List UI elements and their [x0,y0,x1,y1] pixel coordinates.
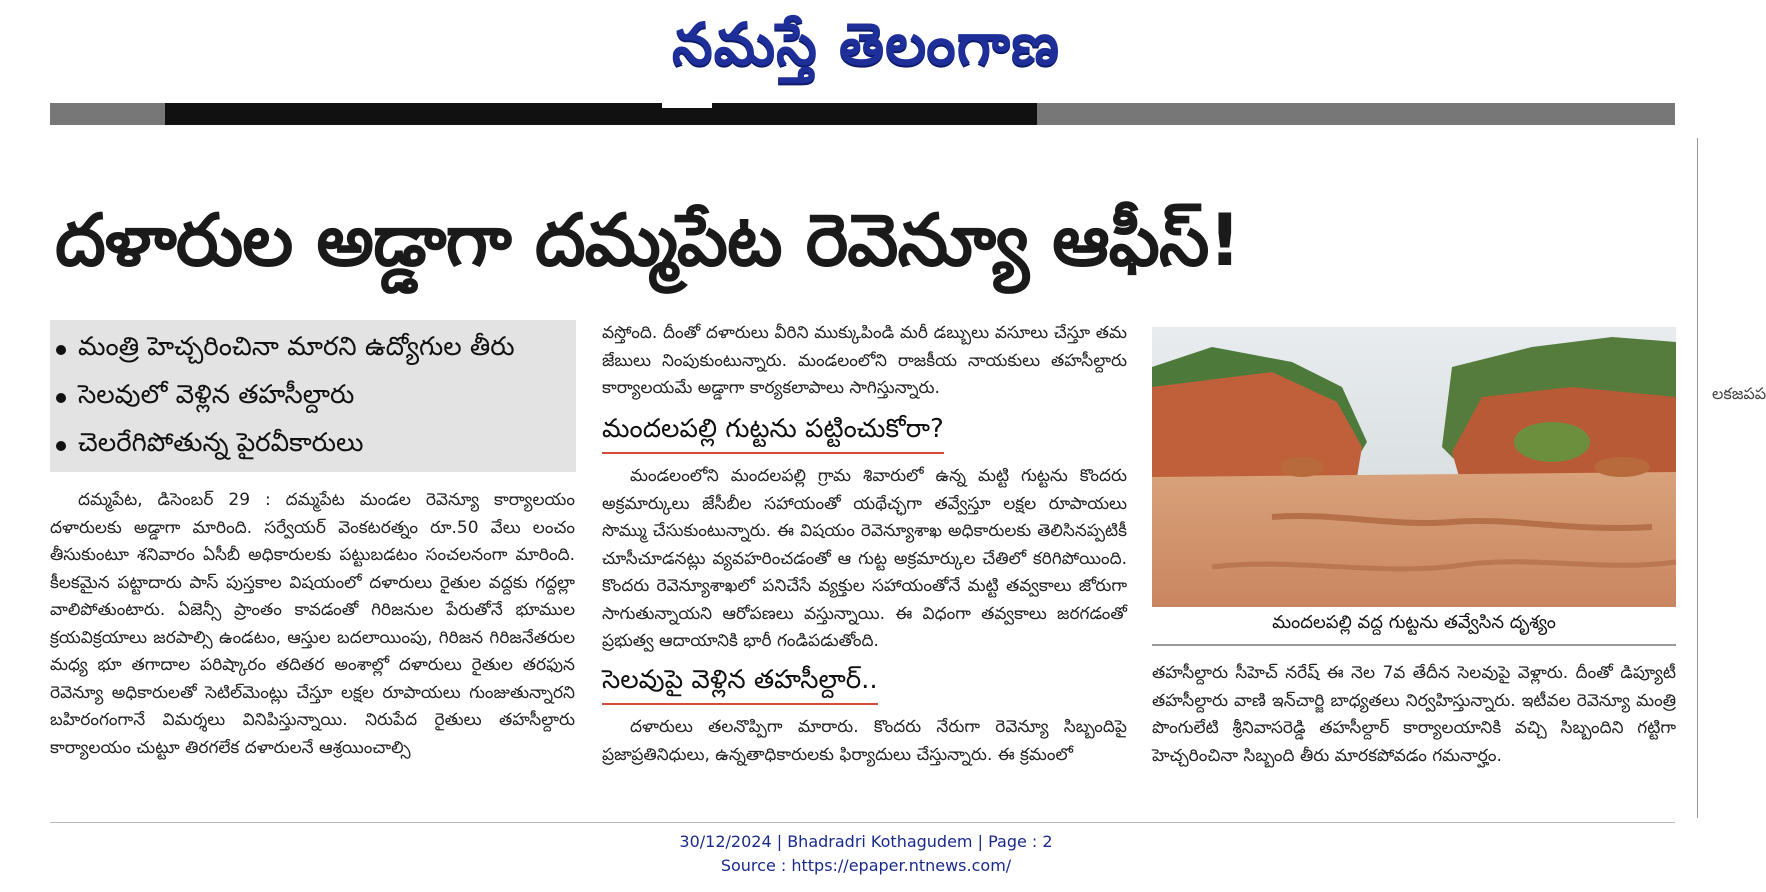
footer [0,830,1732,890]
header-band-dark [165,103,1037,125]
article-paragraph: మండలంలోని మందలపల్లి గ్రామ శివారులో ఉన్న మట్టి గుట్టను కొందరు అక్రమార్కులు జేసీబీల సహాయంతో యథేచ్ఛగా తవ్వేస్తూ లక్షల రూపాయలు సొమ్ము చేసుకుంటున్నారు. ఈ విషయం రెవెన్యూశాఖ అధికారులకు తెలిసినప్పటికీ చూసీచూడనట్లు వ్యవహరించడంతో ఆ గుట్ట అక్రమార్కుల చేతిలో కరిగిపోయింది. కొందరు రెవెన్యూశాఖలో పనిచేసే వ్యక్తుల సహాయంతోనే మట్టి తవ్వకాలు జోరుగా సాగుతున్నాయని ఆరోపణలు వస్తున్నాయి. ఈ విధంగా తవ్వకాలు జరగడంతో ప్రభుత్వ ఆదాయానికి భారీ గండిపడుతోంది. [602,466,1127,651]
article-column-3 [1152,660,1676,785]
highlight-item [50,422,576,470]
subheading: సెలవుపై వెళ్లిన తహసీల్దార్‌.. [602,665,878,705]
article-column-1 [50,487,575,812]
article-column-2-body [602,714,1127,812]
column-divider [1697,138,1698,818]
headline: దళారుల అడ్డాగా దమ్మపేట రెవెన్యూ ఆఫీస్‌! [55,198,1241,282]
bottom-divider [50,822,1675,823]
adjacent-article-edge: లకజపప [1712,384,1766,403]
highlight-text: సెలవులో వెళ్లిన తహసీల్దారు [78,380,355,410]
header-band-notch [662,98,712,108]
highlight-text: చెలరేగిపోతున్న పైరవీకారులు [78,428,364,458]
bullet-icon [56,441,66,451]
highlight-item [50,326,576,374]
article-paragraph: దళారులు తలనొప్పిగా మారారు. కొందరు నేరుగా రెవెన్యూ సిబ్బందిపై ప్రజాప్రతినిధులు, ఉన్నతాధికారులకు ఫిర్యాదులు చేస్తున్నారు. ఈ క్రమంలో [602,717,1127,765]
highlight-text: మంత్రి హెచ్చరించినా మారని ఉద్యోగుల తీరు [78,332,515,362]
highlights-box [50,320,576,472]
footer-date-page: 30/12/2024 | Bhadradri Kothagudem | Page : 2 [679,832,1053,851]
article-column-2-intro [602,320,1127,410]
news-photo [1152,327,1676,607]
article-paragraph: దమ్మపేట, డిసెంబర్‌ 29 : దమ్మపేట మండల రెవెన్యూ కార్యాలయం దళారులకు అడ్డాగా మారింది. సర్వేయర్‌ వెంకటరత్నం రూ.50 వేలు లంచం తీసుకుంటూ శనివారం ఏసీబీ అధికారులకు పట్టుబడటం సంచలనంగా మారింది. కీలకమైన పట్టాదారు పాస్‌ పుస్తకాల విషయంలో దళారులు రైతుల వద్దకు గద్దల్లా వాలిపోతుంటారు. ఏజెన్సీ ప్రాంతం కావడంతో గిరిజనుల పేరుతోనే భూముల క్రయవిక్రయాలు జరపాల్సి ఉండటం, ఆస్తుల బదలాయింపు, గిరిజన గిరిజనేతరుల మధ్య భూ తగాదాల పరిష్కారం తదితర అంశాల్లో దళారులు రైతుల తరఫున రెవెన్యూ అధికారులతో సెటిల్‌మెంట్లు చేస్తూ లక్షల రూపాయలు గుంజుతున్నారని బహిరంగంగానే విమర్శలు వినిపిస్తున్నాయి. నిరుపేద రైతులు తహసీల్దారు కార్యాలయం చుట్టూ తిరగలేక దళారులనే ఆశ్రయించాల్సి [50,490,575,758]
bullet-icon [56,393,66,403]
masthead-logo: నమస్తే తెలంగాణ [672,10,1060,78]
footer-source-link[interactable]: Source : https://epaper.ntnews.com/ [720,856,1012,875]
photo-caption: మందలపల్లి వద్ద గుట్టను తవ్వేసిన దృశ్యం [1152,612,1676,646]
bullet-icon [56,345,66,355]
masthead [0,0,1732,92]
article-column-2-body [602,463,1127,663]
subheading: మందలపల్లి గుట్టను పట్టించుకోరా? [602,414,944,454]
article-paragraph: తహసీల్దారు సీహెచ్‌ నరేష్‌ ఈ నెల 7వ తేదీన సెలవుపై వెళ్లారు. దీంతో డిప్యూటీ తహసీల్దారు వాణి ఇన్‌చార్జి బాధ్యతలు నిర్వహిస్తున్నారు. ఇటీవల రెవెన్యూ మంత్రి పొంగులేటి శ్రీనివాసరెడ్డి తహసీల్దార్‌ కార్యాలయానికి వచ్చి సిబ్బందిని గట్టిగా హెచ్చరించినా సిబ్బంది తీరు మారకపోవడం గమనార్హం. [1152,663,1676,766]
article-paragraph: వస్తోంది. దీంతో దళారులు వీరిని ముక్కుపిండి మరీ డబ్బులు వసూలు చేస్తూ తమ జేబులు నింపుకుంటున్నారు. మండలంలోని రాజకీయ నాయకులు తహసీల్దారు కార్యాలయమే అడ్డాగా కార్యకలాపాలు సాగిస్తున్నారు. [602,323,1127,398]
landscape-photo-icon [1152,327,1676,607]
highlight-item [50,374,576,422]
